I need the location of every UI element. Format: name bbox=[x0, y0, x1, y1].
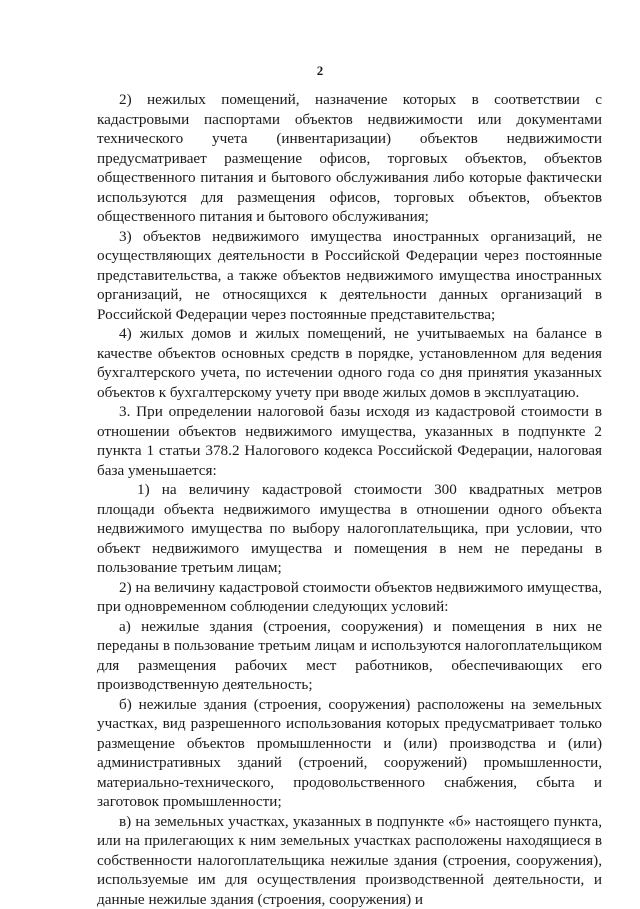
paragraph-condition-v: в) на земельных участках, указанных в подпункте «б» настоящего пункта, или на прилегающих к ним земельных участках расположены находящиеся в собственности налогоплательщика нежилые здания (строения, сооружения), используемые им для осуществления производственной деятельности, и данные нежилые здания (строения, сооружения) и bbox=[97, 812, 602, 909]
page-number: 2 bbox=[0, 63, 640, 79]
paragraph-clause-3: 3. При определении налоговой базы исходя из кадастровой стоимости в отношении объектов недвижимого имущества, указанных в подпункте 2 пункта 1 статьи 378.2 Налогового кодекса Российской Федерации, налоговая база уменьшается: bbox=[97, 402, 602, 480]
paragraph-subclause-2: 2) на величину кадастровой стоимости объектов недвижимого имущества, при одновременном соблюдении следующих условий: bbox=[97, 578, 602, 617]
document-body bbox=[97, 90, 602, 909]
paragraph-subclause-1: 1) на величину кадастровой стоимости 300 квадратных метров площади объекта недвижимого имущества в отношении одного объекта недвижимого имущества по выбору налогоплательщика, при условии, что объект недвижимого имущества и помещения в нем не переданы в пользование третьим лицам; bbox=[97, 480, 602, 578]
paragraph-condition-b: б) нежилые здания (строения, сооружения) расположены на земельных участках, вид разрешенного использования которых предусматривает только размещение объектов промышленности и (или) производства и (или) административных зданий (строений, сооружений) промышленности, материально-технического, продовольственного снабжения, сбыта и заготовок промышленности; bbox=[97, 695, 602, 812]
paragraph-item-4: 4) жилых домов и жилых помещений, не учитываемых на балансе в качестве объектов основных средств в порядке, установленном для ведения бухгалтерского учета, по истечении одного года со дня принятия указанных объектов к бухгалтерскому учету при вводе жилых домов в эксплуатацию. bbox=[97, 324, 602, 402]
paragraph-item-3: 3) объектов недвижимого имущества иностранных организаций, не осуществляющих деятельности в Российской Федерации через постоянные представительства, а также объектов недвижимого имущества иностранных организаций, не относящихся к деятельности данных организаций в Российской Федерации через постоянные представительства; bbox=[97, 227, 602, 325]
paragraph-condition-a: а) нежилые здания (строения, сооружения) и помещения в них не переданы в пользование третьим лицам и используются налогоплательщиком для размещения рабочих мест работников, обеспечивающих его производственную деятельность; bbox=[97, 617, 602, 695]
paragraph-item-2: 2) нежилых помещений, назначение которых в соответствии с кадастровыми паспортами объектов недвижимости или документами технического учета (инвентаризации) объектов недвижимости предусматривает размещение офисов, торговых объектов, объектов общественного питания и бытового обслуживания либо которые фактически используются для размещения офисов, торговых объектов, объектов общественного питания и бытового обслуживания; bbox=[97, 90, 602, 227]
